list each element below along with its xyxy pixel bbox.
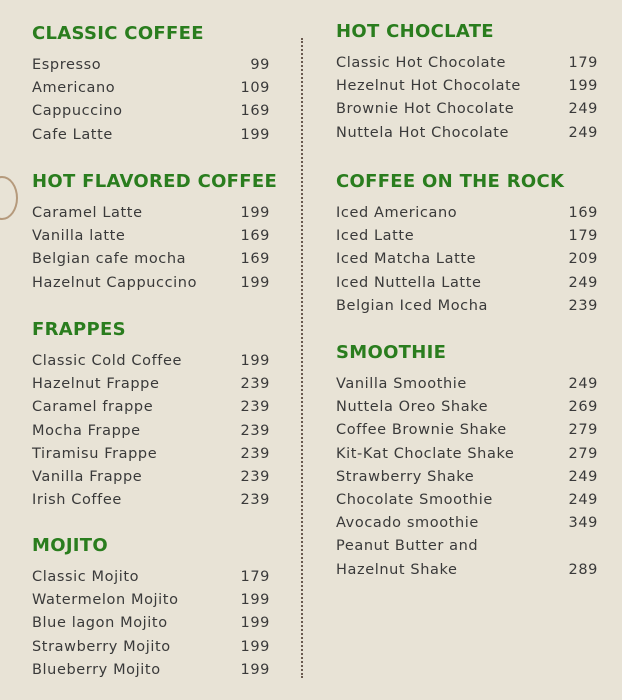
item-price: 199	[240, 592, 270, 609]
item-price: 289	[568, 561, 598, 578]
item-price: 239	[240, 468, 270, 485]
item-name: Iced Nuttella Latte	[336, 274, 482, 291]
item-price: 199	[240, 615, 270, 632]
menu-item	[336, 248, 598, 271]
item-name: Iced Latte	[336, 228, 415, 245]
item-name: Caramel frappe	[32, 399, 154, 416]
item-price: 199	[240, 274, 270, 291]
menu-item	[336, 272, 598, 295]
item-name: Kit-Kat Choclate Shake	[336, 445, 515, 462]
menu-item	[336, 373, 598, 396]
item-name: Coffee Brownie Shake	[336, 422, 507, 439]
section-heading: HOT FLAVORED COFFEE	[32, 171, 278, 192]
item-price: 239	[240, 445, 270, 462]
item-price: 249	[568, 376, 598, 392]
menu-item	[32, 396, 270, 419]
item-price: 199	[568, 78, 598, 95]
menu-item	[32, 636, 270, 659]
item-name: Hazelnut Frappe	[32, 376, 160, 393]
item-price: 199	[240, 638, 270, 655]
item-price: 169	[568, 205, 598, 221]
item-name: Strawberry Mojito	[32, 638, 171, 655]
menu-item	[336, 466, 598, 489]
item-name: Mocha Frappe	[32, 422, 141, 439]
item-price: 239	[240, 399, 270, 416]
item-price: 269	[568, 399, 598, 416]
item-price: 199	[240, 661, 270, 678]
menu-item	[336, 202, 598, 225]
menu-item	[336, 52, 598, 75]
item-price: 349	[568, 515, 598, 532]
item-name: Vanilla latte	[32, 228, 126, 245]
menu-item	[32, 77, 270, 100]
item-price: 179	[240, 569, 270, 585]
item-name: Caramel Latte	[32, 205, 143, 221]
item-price: 199	[240, 126, 270, 143]
menu-item	[32, 350, 270, 373]
menu-item	[336, 489, 598, 512]
item-name: Chocolate Smoothie	[336, 491, 493, 508]
item-price: 239	[568, 297, 598, 314]
item-name: Cappuccino	[32, 103, 123, 120]
menu-item	[32, 420, 270, 443]
section-hot-choclate	[336, 20, 598, 145]
item-name: Avocado smoothie	[336, 515, 479, 532]
item-name: Strawberry Shake	[336, 468, 475, 485]
menu-item	[32, 373, 270, 396]
menu-item	[32, 124, 270, 147]
menu-item	[336, 443, 598, 466]
item-price: 169	[240, 228, 270, 245]
item-name: Espresso	[32, 57, 102, 73]
item-price: 249	[568, 468, 598, 485]
menu-item	[336, 295, 598, 318]
menu-item	[336, 396, 598, 419]
menu-item	[32, 54, 270, 77]
item-price: 179	[568, 55, 598, 71]
column-divider	[301, 38, 303, 678]
menu-item	[32, 612, 270, 635]
section-heading: CLASSIC COFFEE	[32, 23, 204, 44]
item-name: Hazelnut Shake	[336, 561, 458, 578]
item-name: Classic Mojito	[32, 569, 140, 585]
item-name: Iced Americano	[336, 205, 458, 221]
item-name: Watermelon Mojito	[32, 592, 179, 609]
item-name: Americano	[32, 80, 116, 97]
menu-item	[336, 225, 598, 248]
item-name: Blueberry Mojito	[32, 661, 161, 678]
menu-item	[336, 419, 598, 442]
menu-item	[32, 248, 270, 271]
item-name: Classic Hot Chocolate	[336, 55, 506, 71]
item-price: 279	[568, 445, 598, 462]
item-name: Nuttela Hot Chocolate	[336, 124, 510, 141]
section-mojito	[32, 534, 270, 682]
item-name: Tiramisu Frappe	[32, 445, 158, 462]
item-price: 209	[568, 251, 598, 268]
item-price: 249	[568, 491, 598, 508]
item-name: Peanut Butter and	[336, 538, 479, 555]
menu-item	[32, 466, 270, 489]
item-name: Blue lagon Mojito	[32, 615, 168, 632]
menu-item	[32, 100, 270, 123]
item-price: 169	[240, 103, 270, 120]
menu-item	[32, 566, 270, 589]
menu-item	[32, 589, 270, 612]
section-coffee-on-the-rock	[336, 170, 598, 318]
item-price: 239	[240, 422, 270, 439]
menu-item	[32, 202, 270, 225]
item-name: Hazelnut Cappuccino	[32, 274, 198, 291]
section-smoothie	[336, 341, 598, 582]
section-heading: FRAPPES	[32, 319, 126, 340]
item-name: Nuttela Oreo Shake	[336, 399, 489, 416]
menu-item	[336, 98, 598, 121]
item-name: Brownie Hot Chocolate	[336, 101, 515, 118]
menu-item	[32, 443, 270, 466]
item-price: 179	[568, 228, 598, 245]
menu-item	[32, 659, 270, 682]
section-hot-flavored-coffee	[32, 170, 278, 295]
menu-item	[32, 225, 270, 248]
section-heading: HOT CHOCLATE	[336, 21, 494, 42]
item-price: 279	[568, 422, 598, 439]
menu-item	[336, 559, 598, 582]
item-name: Classic Cold Coffee	[32, 353, 183, 369]
item-name: Belgian Iced Mocha	[336, 297, 489, 314]
item-name: Vanilla Smoothie	[336, 376, 467, 392]
decorative-drawing	[0, 176, 18, 220]
item-name: Hezelnut Hot Chocolate	[336, 78, 521, 95]
menu-item	[336, 75, 598, 98]
item-price: 169	[240, 251, 270, 268]
section-heading: MOJITO	[32, 535, 108, 556]
item-name: Belgian cafe mocha	[32, 251, 187, 268]
menu-item	[32, 272, 270, 295]
menu-item	[336, 122, 598, 145]
section-classic-coffee	[32, 22, 270, 147]
section-frappes	[32, 318, 270, 512]
menu-item	[336, 512, 598, 535]
item-price: 99	[250, 57, 270, 73]
item-price: 249	[568, 274, 598, 291]
item-price: 199	[240, 353, 270, 369]
item-price: 239	[240, 376, 270, 393]
item-price: 239	[240, 492, 270, 509]
section-heading: COFFEE ON THE ROCK	[336, 171, 565, 192]
item-price: 249	[568, 124, 598, 141]
item-name: Vanilla Frappe	[32, 468, 143, 485]
item-price: 199	[240, 205, 270, 221]
menu-item	[336, 535, 598, 558]
section-heading: SMOOTHIE	[336, 342, 447, 363]
item-name: Irish Coffee	[32, 492, 122, 509]
menu-item	[32, 489, 270, 512]
item-name: Cafe Latte	[32, 126, 113, 143]
item-price: 109	[240, 80, 270, 97]
item-price: 249	[568, 101, 598, 118]
item-name: Iced Matcha Latte	[336, 251, 477, 268]
